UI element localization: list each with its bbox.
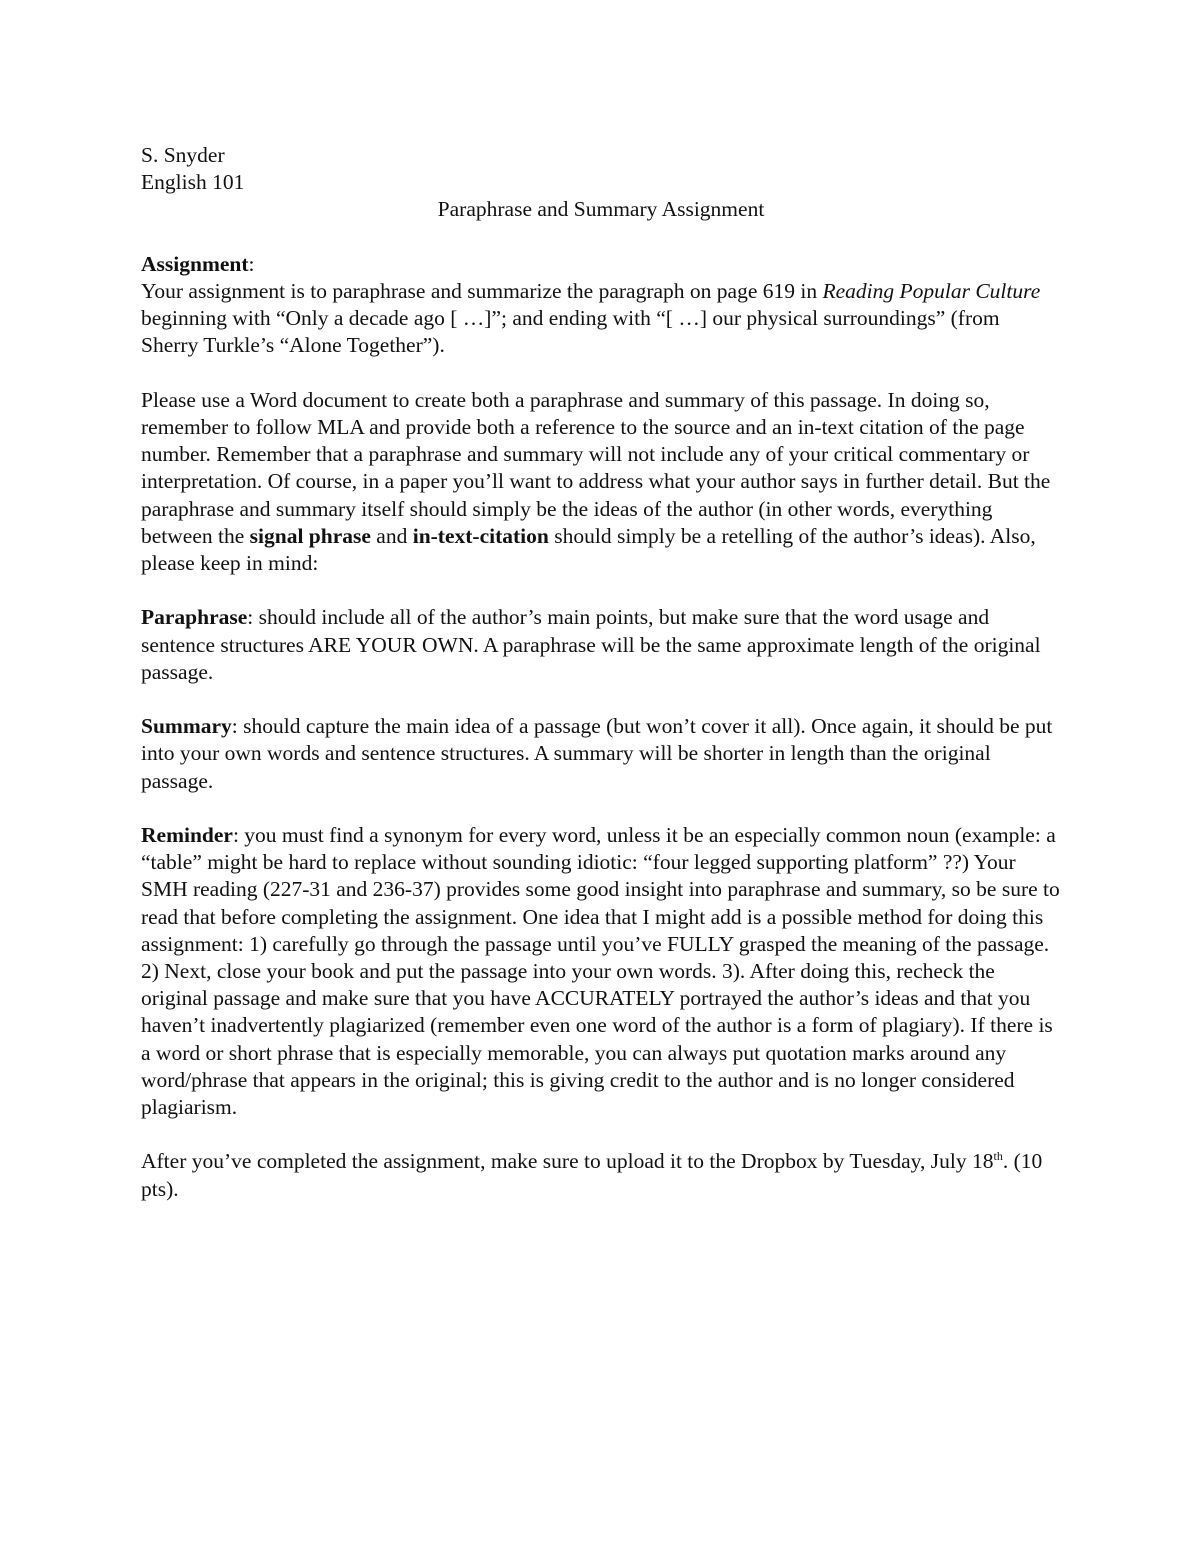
paraphrase-label: Paraphrase <box>141 605 248 630</box>
summary-text: : should capture the main idea of a passage (but won’t cover it all). Once again, it should be put into your own words and sentence structures. A summary will be shorter in length than the original passage. <box>141 714 1053 793</box>
reminder-paragraph <box>141 822 1061 1121</box>
instructions-part1: Please use a Word document to create both a paraphrase and summary of this passage. In doing so, remember to follow MLA and provide both a reference to the source and an in-text citation of the page number. Remember that a paraphrase and summary will not include any of your critical commentary or interpretation. Of course, in a paper you’ll want to address what your author says in further detail. But the paraphrase and summary itself should simply be the ideas of the author (in other words, everything between the <box>141 387 1051 548</box>
assignment-intro-part2: beginning with “Only a decade ago [ …]”; and ending with “[ …] our physical surroundings” (from Sherry Turkle’s “Alone Together”). <box>141 306 1000 358</box>
instructions-part2: should simply be a retelling of the author’s ideas). Also, please keep in mind: <box>141 523 1036 576</box>
summary-label: Summary <box>141 714 232 739</box>
closing-superscript: th <box>993 1149 1003 1164</box>
document-page <box>141 142 1061 1230</box>
assignment-heading: Assignment <box>141 251 249 276</box>
in-text-citation-term: in-text-citation <box>412 523 549 548</box>
instructions-and: and <box>370 523 413 548</box>
paraphrase-paragraph <box>141 604 1061 686</box>
paraphrase-text: : should include all of the author’s main points, but make sure that the word usage and sentence structures ARE YOUR OWN. A paraphrase will be the same approximate length of the original passage. <box>141 605 1041 684</box>
spacer <box>141 224 1061 251</box>
assignment-heading-line <box>141 251 1061 278</box>
closing-text1: After you’ve completed the assignment, make sure to upload it to the Dropbox by Tuesday, July 18 <box>141 1149 994 1174</box>
assignment-paragraph <box>141 278 1061 360</box>
document-title: Paraphrase and Summary Assignment <box>437 197 765 222</box>
closing-paragraph <box>141 1148 1061 1202</box>
reminder-text: : you must find a synonym for every word, unless it be an especially common noun (example: a “table” might be hard to replace without sounding idiotic: “four legged supporting platform” ??) Your SMH reading (227-31 and 236-37) provides some good insight into paraphrase and summary, so be sure to read that before completing the assignment. One idea that I might add is a possible method for doing this assignment: 1) carefully go through the passage until you’ve FULLY grasped the meaning of the passage. 2) Next, close your book and put the passage into your own words. 3). After doing this, recheck the original passage and make sure that you have ACCURATELY portrayed the author’s ideas and that you haven’t inadvertently plagiarized (remember even one word of the author is a form of plagiary). If there is a word or short phrase that is especially memorable, you can always put quotation marks around any word/phrase that appears in the original; this is giving credit to the author and is no longer considered plagiarism. <box>141 823 1060 1120</box>
reminder-label: Reminder <box>141 823 233 848</box>
assignment-heading-colon: : <box>248 251 255 276</box>
course-name: English 101 <box>141 170 245 195</box>
instructions-paragraph <box>141 387 1061 577</box>
summary-paragraph <box>141 713 1061 795</box>
closing-text2: . (10 pts). <box>141 1149 1043 1201</box>
signal-phrase-term: signal phrase <box>249 523 371 548</box>
book-title: Reading Popular Culture <box>822 279 1041 304</box>
assignment-intro-part1: Your assignment is to paraphrase and summarize the paragraph on page 619 in <box>141 279 823 304</box>
author-name: S. Snyder <box>141 143 225 167</box>
